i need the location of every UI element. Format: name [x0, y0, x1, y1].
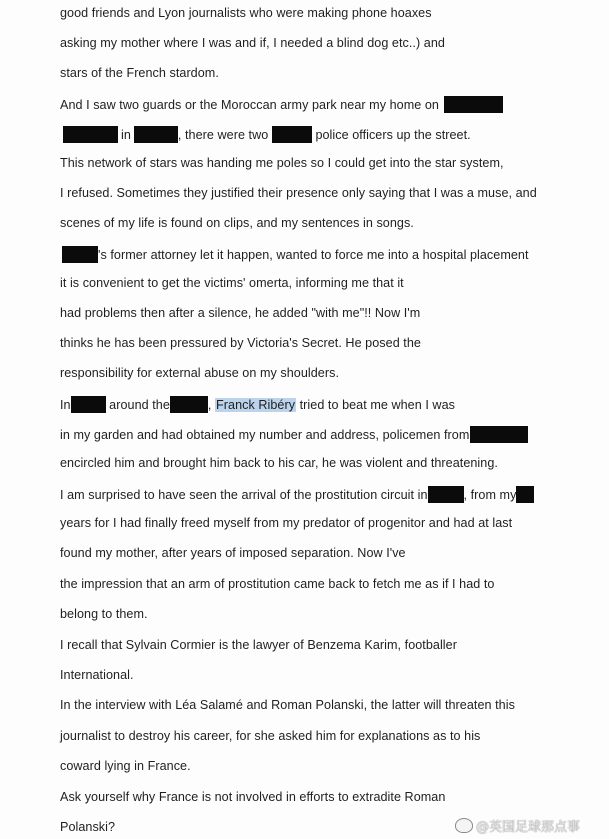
- redaction-box: [71, 396, 106, 413]
- text-line: International.: [60, 668, 134, 682]
- text-line: scenes of my life is found on clips, and my sentences in songs.: [60, 216, 414, 230]
- text-line: [60, 426, 528, 443]
- text-line: found my mother, after years of imposed separation. Now I've: [60, 546, 406, 560]
- text-line: stars of the French stardom.: [60, 66, 219, 80]
- text-line: This network of stars was handing me poles so I could get into the star system,: [60, 156, 504, 170]
- text-line: In the interview with Léa Salamé and Roman Polanski, the latter will threaten this: [60, 698, 515, 712]
- text-line: thinks he has been pressured by Victoria's Secret. He posed the: [60, 336, 421, 350]
- text-segment: I am surprised to have seen the arrival of the prostitution circuit in: [60, 488, 428, 502]
- text-segment: in: [121, 128, 131, 142]
- text-segment: ,: [207, 398, 212, 412]
- text-line: Polanski?: [60, 820, 116, 834]
- text-segment: in my garden and had obtained my number and address, policemen from: [60, 428, 470, 442]
- text-segment: , from my: [463, 488, 517, 502]
- text-line: it is convenient to get the victims' omerta, informing me that it: [60, 276, 404, 290]
- text-line: coward lying in France.: [60, 759, 191, 773]
- text-line: [60, 96, 503, 113]
- text-line: journalist to destroy his career, for she asked him for explanations as to his: [60, 729, 481, 743]
- text-line: belong to them.: [60, 607, 148, 621]
- text-line: [60, 396, 455, 413]
- redaction-box: [63, 126, 118, 143]
- text-line: Ask yourself why France is not involved in efforts to extradite Roman: [60, 790, 446, 804]
- text-line: had problems then after a silence, he added "with me"!! Now I'm: [60, 306, 421, 320]
- text-line: responsibility for external abuse on my shoulders.: [60, 366, 340, 380]
- text-line: asking my mother where I was and if, I needed a blind dog etc..) and: [60, 36, 445, 50]
- text-segment: tried to beat me when I was: [299, 398, 455, 412]
- redaction-box: [170, 396, 208, 413]
- text-line: the impression that an arm of prostitution came back to fetch me as if I had to: [60, 577, 495, 591]
- watermark-text: @英国足球那点事: [476, 820, 581, 835]
- text-segment: around the: [109, 398, 170, 412]
- text-segment: , there were two: [177, 128, 269, 142]
- text-line: I refused. Sometimes they justified their presence only saying that I was a muse, and: [60, 186, 537, 200]
- redaction-box: [62, 246, 98, 263]
- text-segment: And I saw two guards or the Moroccan army park near my home on: [60, 98, 439, 112]
- text-line: [60, 246, 529, 263]
- text-line: years for I had finally freed myself from my predator of progenitor and had at last: [60, 516, 513, 530]
- redaction-box: [272, 126, 312, 143]
- redaction-box: [470, 426, 528, 443]
- text-segment: police officers up the street.: [315, 128, 471, 142]
- redaction-box: [428, 486, 464, 503]
- watermark: [455, 816, 580, 835]
- text-line: encircled him and brought him back to his car, he was violent and threatening.: [60, 456, 498, 470]
- text-segment: In: [60, 398, 71, 412]
- text-line: I recall that Sylvain Cormier is the lawyer of Benzema Karim, footballer: [60, 638, 457, 652]
- text-segment: 's former attorney let it happen, wanted to force me into a hospital placement: [98, 248, 529, 262]
- text-line: [60, 126, 471, 143]
- text-line: good friends and Lyon journalists who were making phone hoaxes: [60, 6, 432, 20]
- redaction-box: [134, 126, 178, 143]
- redaction-box: [444, 96, 503, 113]
- highlighted-name: Franck Ribéry: [216, 398, 296, 412]
- weibo-logo-icon: [455, 818, 473, 833]
- text-line: [60, 486, 534, 503]
- redaction-box: [516, 486, 534, 503]
